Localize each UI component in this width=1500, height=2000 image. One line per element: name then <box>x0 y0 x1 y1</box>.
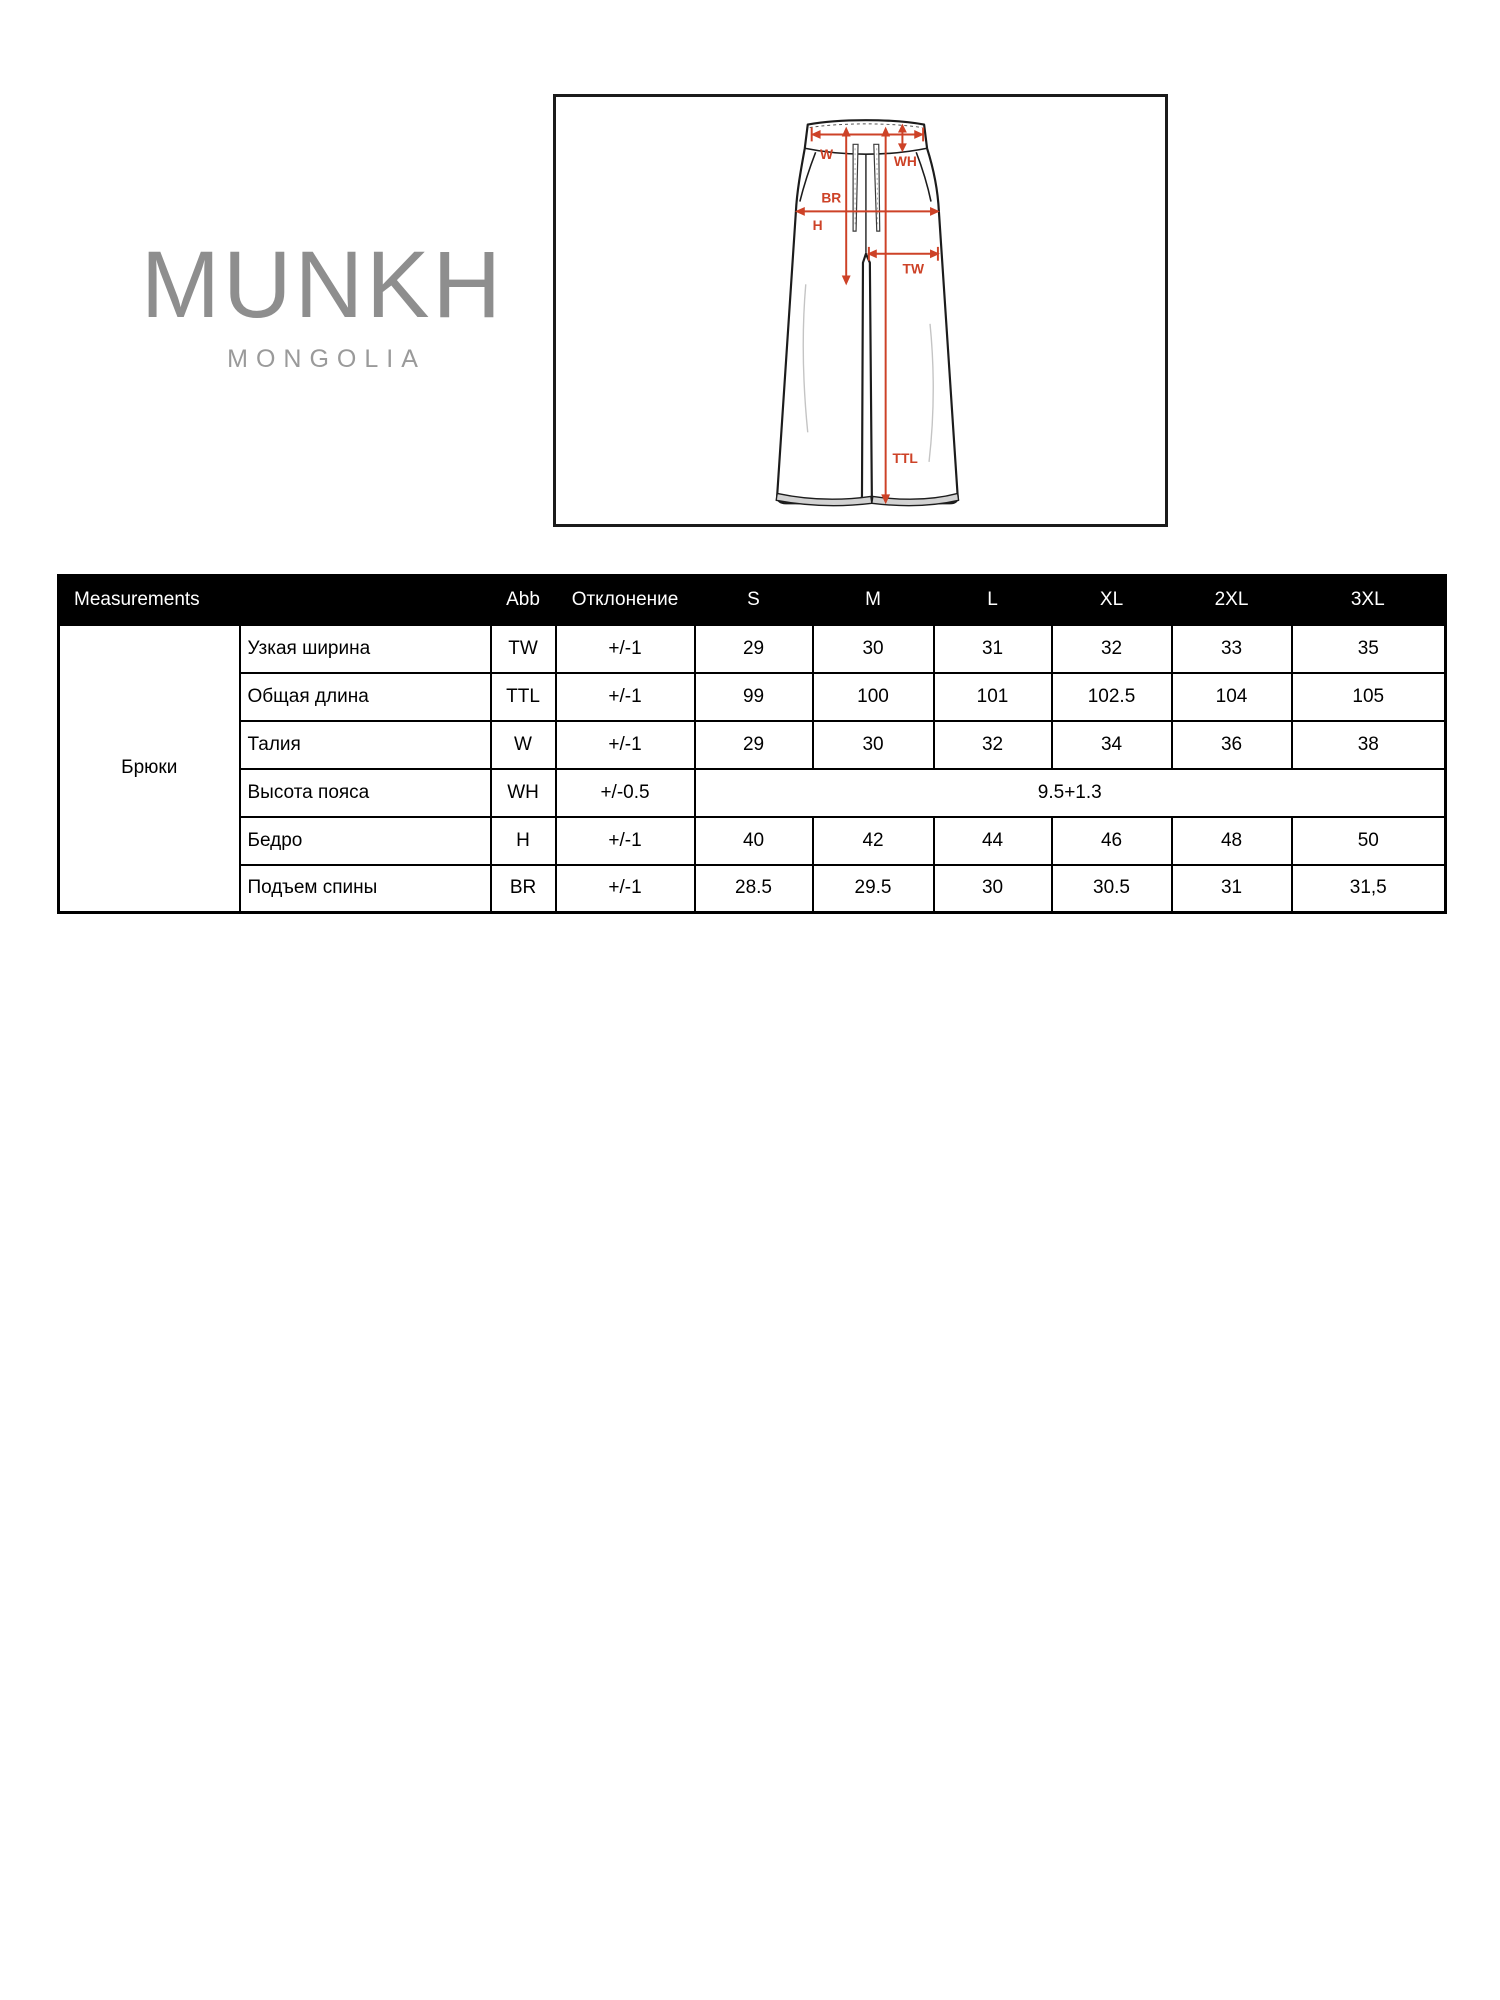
row-abb-cell: TTL <box>491 673 556 721</box>
header-size-s: S <box>695 576 813 625</box>
row-name-cell: Общая длина <box>240 673 491 721</box>
value-cell: 33 <box>1172 625 1292 673</box>
row-deviation-cell: +/-1 <box>556 865 695 913</box>
value-cell: 29 <box>695 625 813 673</box>
row-deviation-cell: +/-1 <box>556 625 695 673</box>
header-size-m: M <box>813 576 934 625</box>
value-cell: 32 <box>1052 625 1172 673</box>
row-name-cell: Бедро <box>240 817 491 865</box>
value-cell: 29 <box>695 721 813 769</box>
row-name-cell: Высота пояса <box>240 769 491 817</box>
header-size-2xl: 2XL <box>1172 576 1292 625</box>
row-abb-cell: TW <box>491 625 556 673</box>
measurements-table <box>57 574 1447 914</box>
measurements-table-container <box>57 574 1444 914</box>
row-abb-cell: H <box>491 817 556 865</box>
table-row <box>59 865 1446 913</box>
table-row <box>59 769 1446 817</box>
table-row <box>59 625 1446 673</box>
table-header-row <box>59 576 1446 625</box>
row-deviation-cell: +/-1 <box>556 673 695 721</box>
value-cell: 104 <box>1172 673 1292 721</box>
table-row <box>59 673 1446 721</box>
waistband-height-label: WH <box>893 154 917 170</box>
value-cell: 31,5 <box>1292 865 1446 913</box>
value-cell: 48 <box>1172 817 1292 865</box>
waist-label: W <box>819 147 833 163</box>
value-cell: 38 <box>1292 721 1446 769</box>
row-name-cell: Подъем спины <box>240 865 491 913</box>
value-cell: 30 <box>813 721 934 769</box>
brand-logo <box>130 232 515 374</box>
merged-value-cell: 9.5+1.3 <box>695 769 1446 817</box>
brand-region: MONGOLIA <box>227 345 426 373</box>
value-cell: 100 <box>813 673 934 721</box>
value-cell: 35 <box>1292 625 1446 673</box>
row-deviation-cell: +/-1 <box>556 817 695 865</box>
value-cell: 42 <box>813 817 934 865</box>
row-abb-cell: BR <box>491 865 556 913</box>
brand-name: MUNKH <box>140 232 505 338</box>
header-abb: Abb <box>491 576 556 625</box>
value-cell: 31 <box>1172 865 1292 913</box>
value-cell: 105 <box>1292 673 1446 721</box>
value-cell: 34 <box>1052 721 1172 769</box>
value-cell: 30 <box>813 625 934 673</box>
row-name-cell: Талия <box>240 721 491 769</box>
header-measurements: Measurements <box>59 576 491 625</box>
group-label-cell: Брюки <box>59 625 240 913</box>
value-cell: 32 <box>934 721 1052 769</box>
row-deviation-cell: +/-0.5 <box>556 769 695 817</box>
total-length-label: TTL <box>892 450 918 466</box>
header-deviation: Отклонение <box>556 576 695 625</box>
row-deviation-cell: +/-1 <box>556 721 695 769</box>
table-row <box>59 721 1446 769</box>
row-name-cell: Узкая ширина <box>240 625 491 673</box>
value-cell: 30.5 <box>1052 865 1172 913</box>
value-cell: 28.5 <box>695 865 813 913</box>
pants-flat-sketch <box>556 97 1165 524</box>
value-cell: 29.5 <box>813 865 934 913</box>
thigh-width-label: TW <box>902 261 924 277</box>
header-size-xl: XL <box>1052 576 1172 625</box>
value-cell: 46 <box>1052 817 1172 865</box>
table-row <box>59 817 1446 865</box>
value-cell: 44 <box>934 817 1052 865</box>
header-size-l: L <box>934 576 1052 625</box>
header-size-3xl: 3XL <box>1292 576 1446 625</box>
value-cell: 101 <box>934 673 1052 721</box>
value-cell: 102.5 <box>1052 673 1172 721</box>
value-cell: 50 <box>1292 817 1446 865</box>
pants-measurement-diagram <box>553 94 1168 527</box>
row-abb-cell: WH <box>491 769 556 817</box>
value-cell: 31 <box>934 625 1052 673</box>
value-cell: 99 <box>695 673 813 721</box>
value-cell: 36 <box>1172 721 1292 769</box>
value-cell: 30 <box>934 865 1052 913</box>
row-abb-cell: W <box>491 721 556 769</box>
back-rise-label: BR <box>821 190 842 206</box>
value-cell: 40 <box>695 817 813 865</box>
hip-label: H <box>812 218 823 234</box>
